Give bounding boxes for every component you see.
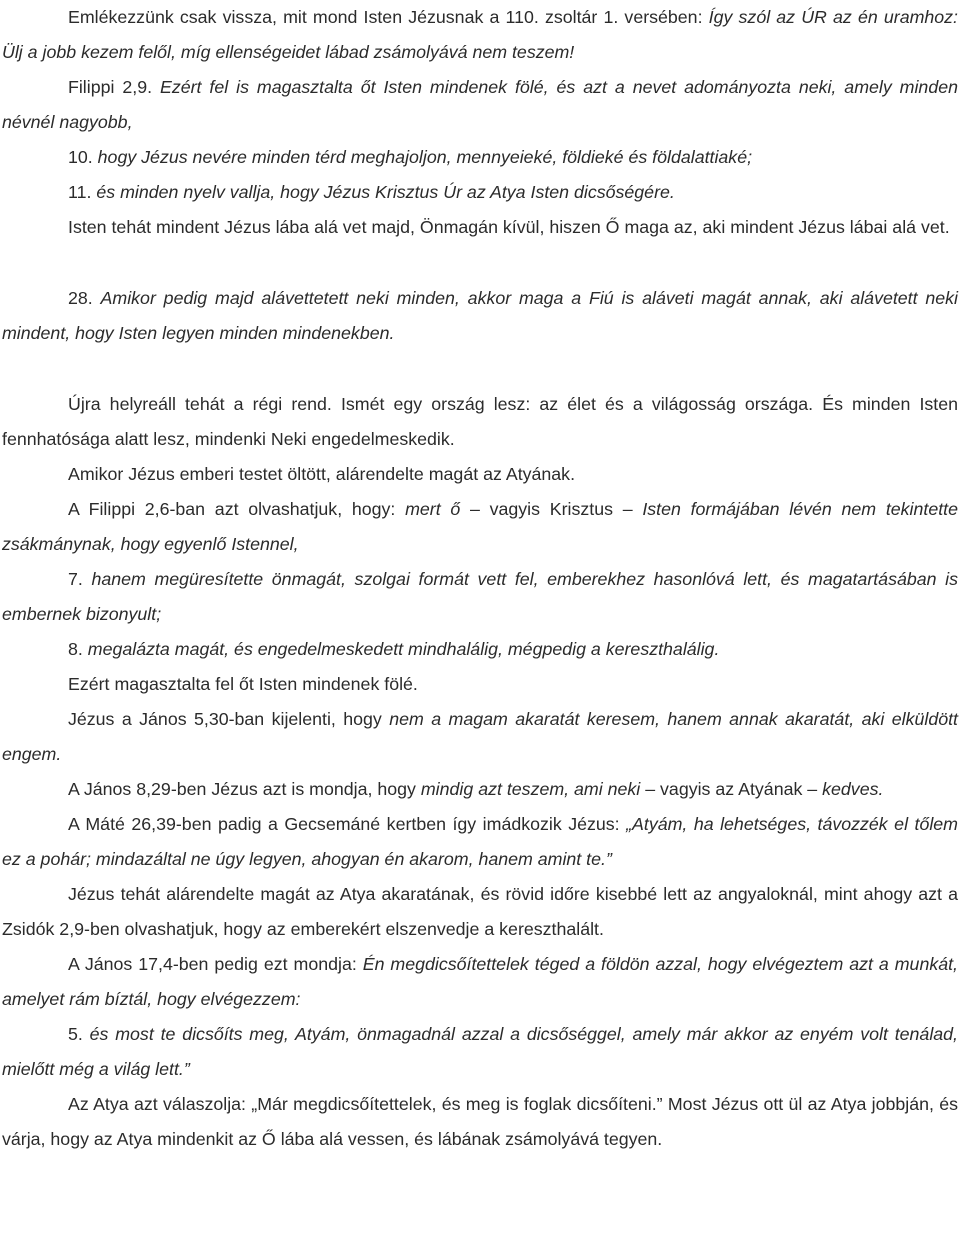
paragraph — [2, 281, 958, 351]
paragraph — [2, 175, 958, 210]
body-text: Ezért magasztalta fel őt Isten mindenek fölé. — [68, 674, 418, 694]
body-text: 8. — [68, 639, 88, 659]
quoted-scripture-text: „Atyám, ha lehetséges, távozzék el tőlem ez a pohár; mindazáltal ne úgy legyen, ahogyan én akarom, hanem amint te.” — [2, 814, 958, 869]
paragraph-gap — [2, 245, 958, 281]
document-page — [2, 0, 958, 1157]
quoted-scripture-text: és minden nyelv vallja, hogy Jézus Krisztus Úr az Atya Isten dicsőségére. — [96, 182, 675, 202]
paragraph — [2, 140, 958, 175]
quoted-scripture-text: kedves. — [822, 779, 884, 799]
quoted-scripture-text: hanem megüresítette önmagát, szolgai formát vett fel, emberekhez hasonlóvá lett, és magatartásában is embernek bizonyult; — [2, 569, 958, 624]
body-text: 11. — [68, 182, 97, 202]
quoted-scripture-text: és most te dicsőíts meg, Atyám, önmagadnál azzal a dicsőséggel, amely már akkor az enyém volt tenálad, mielőtt még a világ lett.” — [2, 1024, 958, 1079]
paragraph — [2, 702, 958, 772]
body-text: 10. — [68, 147, 98, 167]
paragraph — [2, 0, 958, 70]
paragraph — [2, 877, 958, 947]
quoted-scripture-text: megalázta magát, és engedelmeskedett mindhalálig, mégpedig a kereszthalálig. — [87, 639, 720, 659]
body-text: – vagyis az Atyának – — [640, 779, 823, 799]
quoted-scripture-text: hogy Jézus nevére minden térd meghajoljon, mennyeieké, földieké és földalattiaké; — [97, 147, 753, 167]
paragraph-gap — [2, 351, 958, 387]
body-text: – vagyis Krisztus – — [460, 499, 643, 519]
quoted-scripture-text: Ezért fel is magasztalta őt Isten mindenek fölé, és azt a nevet adományozta neki, amely minden névnél nagyobb, — [2, 77, 958, 132]
body-text: 7. — [68, 569, 92, 589]
paragraph — [2, 632, 958, 667]
paragraph — [2, 947, 958, 1017]
paragraph — [2, 492, 958, 562]
body-text: 5. — [68, 1024, 90, 1044]
body-text: Amikor Jézus emberi testet öltött, alárendelte magát az Atyának. — [68, 464, 576, 484]
paragraph — [2, 562, 958, 632]
body-text: 28. — [68, 288, 101, 308]
paragraph — [2, 1017, 958, 1087]
quoted-scripture-text: mert ő — [405, 499, 461, 519]
quoted-scripture-text: Isten formájában lévén nem tekintette zsákmánynak, hogy egyenlő Istennel, — [2, 499, 958, 554]
body-text: Emlékezzünk csak vissza, mit mond Isten Jézusnak a 110. zsoltár 1. versében: — [68, 7, 709, 27]
body-text: Jézus a János 5,30-ban kijelenti, hogy — [68, 709, 390, 729]
paragraph — [2, 457, 958, 492]
quoted-scripture-text: Így szól az ÚR az én uramhoz: Ülj a jobb kezem felől, míg ellenségeidet lábad zsámolyává nem teszem! — [2, 7, 959, 62]
paragraph — [2, 807, 958, 877]
body-text: A Máté 26,39-ben padig a Gecsemáné kertben így imádkozik Jézus: — [68, 814, 627, 834]
paragraph — [2, 210, 958, 245]
quoted-scripture-text: mindig azt teszem, ami neki — [420, 779, 641, 799]
paragraph — [2, 667, 958, 702]
body-text: A Filippi 2,6-ban azt olvashatjuk, hogy: — [68, 499, 406, 519]
body-text: A János 17,4-ben pedig ezt mondja: — [68, 954, 363, 974]
body-text: Jézus tehát alárendelte magát az Atya akaratának, és rövid időre kisebbé lett az angyaloknál, mint ahogy azt a Zsidók 2,9-ben olvashatjuk, hogy az emberekért elszenvedje a kereszthalált. — [2, 884, 958, 939]
body-text: A János 8,29-ben Jézus azt is mondja, hogy — [68, 779, 421, 799]
body-text: Az Atya azt válaszolja: „Már megdicsőítettelek, és meg is foglak dicsőíteni.” Most Jézus ott ül az Atya jobbján, és várja, hogy az Atya mindenkit az Ő lába alá vessen, és lábának zsámolyává tegyen. — [2, 1094, 958, 1149]
paragraph — [2, 1087, 958, 1157]
body-text: Újra helyreáll tehát a régi rend. Ismét egy ország lesz: az élet és a világosság országa. És minden Isten fennhatósága alatt lesz, mindenki Neki engedelmeskedik. — [2, 394, 958, 449]
body-text: Filippi 2,9. — [68, 77, 160, 97]
paragraph — [2, 772, 958, 807]
body-text: Isten tehát mindent Jézus lába alá vet majd, Önmagán kívül, hiszen Ő maga az, aki mindent Jézus lábai alá vet. — [68, 217, 950, 237]
paragraph — [2, 387, 958, 457]
paragraph — [2, 70, 958, 140]
quoted-scripture-text: Én megdicsőítettelek téged a földön azzal, hogy elvégeztem azt a munkát, amelyet rám bíztál, hogy elvégezzem: — [2, 954, 959, 1009]
quoted-scripture-text: nem a magam akaratát keresem, hanem annak akaratát, aki elküldött engem. — [2, 709, 958, 764]
quoted-scripture-text: Amikor pedig majd alávettetett neki minden, akkor maga a Fiú is aláveti magát annak, aki alávetett neki mindent, hogy Isten legyen minden mindenekben. — [2, 288, 958, 343]
